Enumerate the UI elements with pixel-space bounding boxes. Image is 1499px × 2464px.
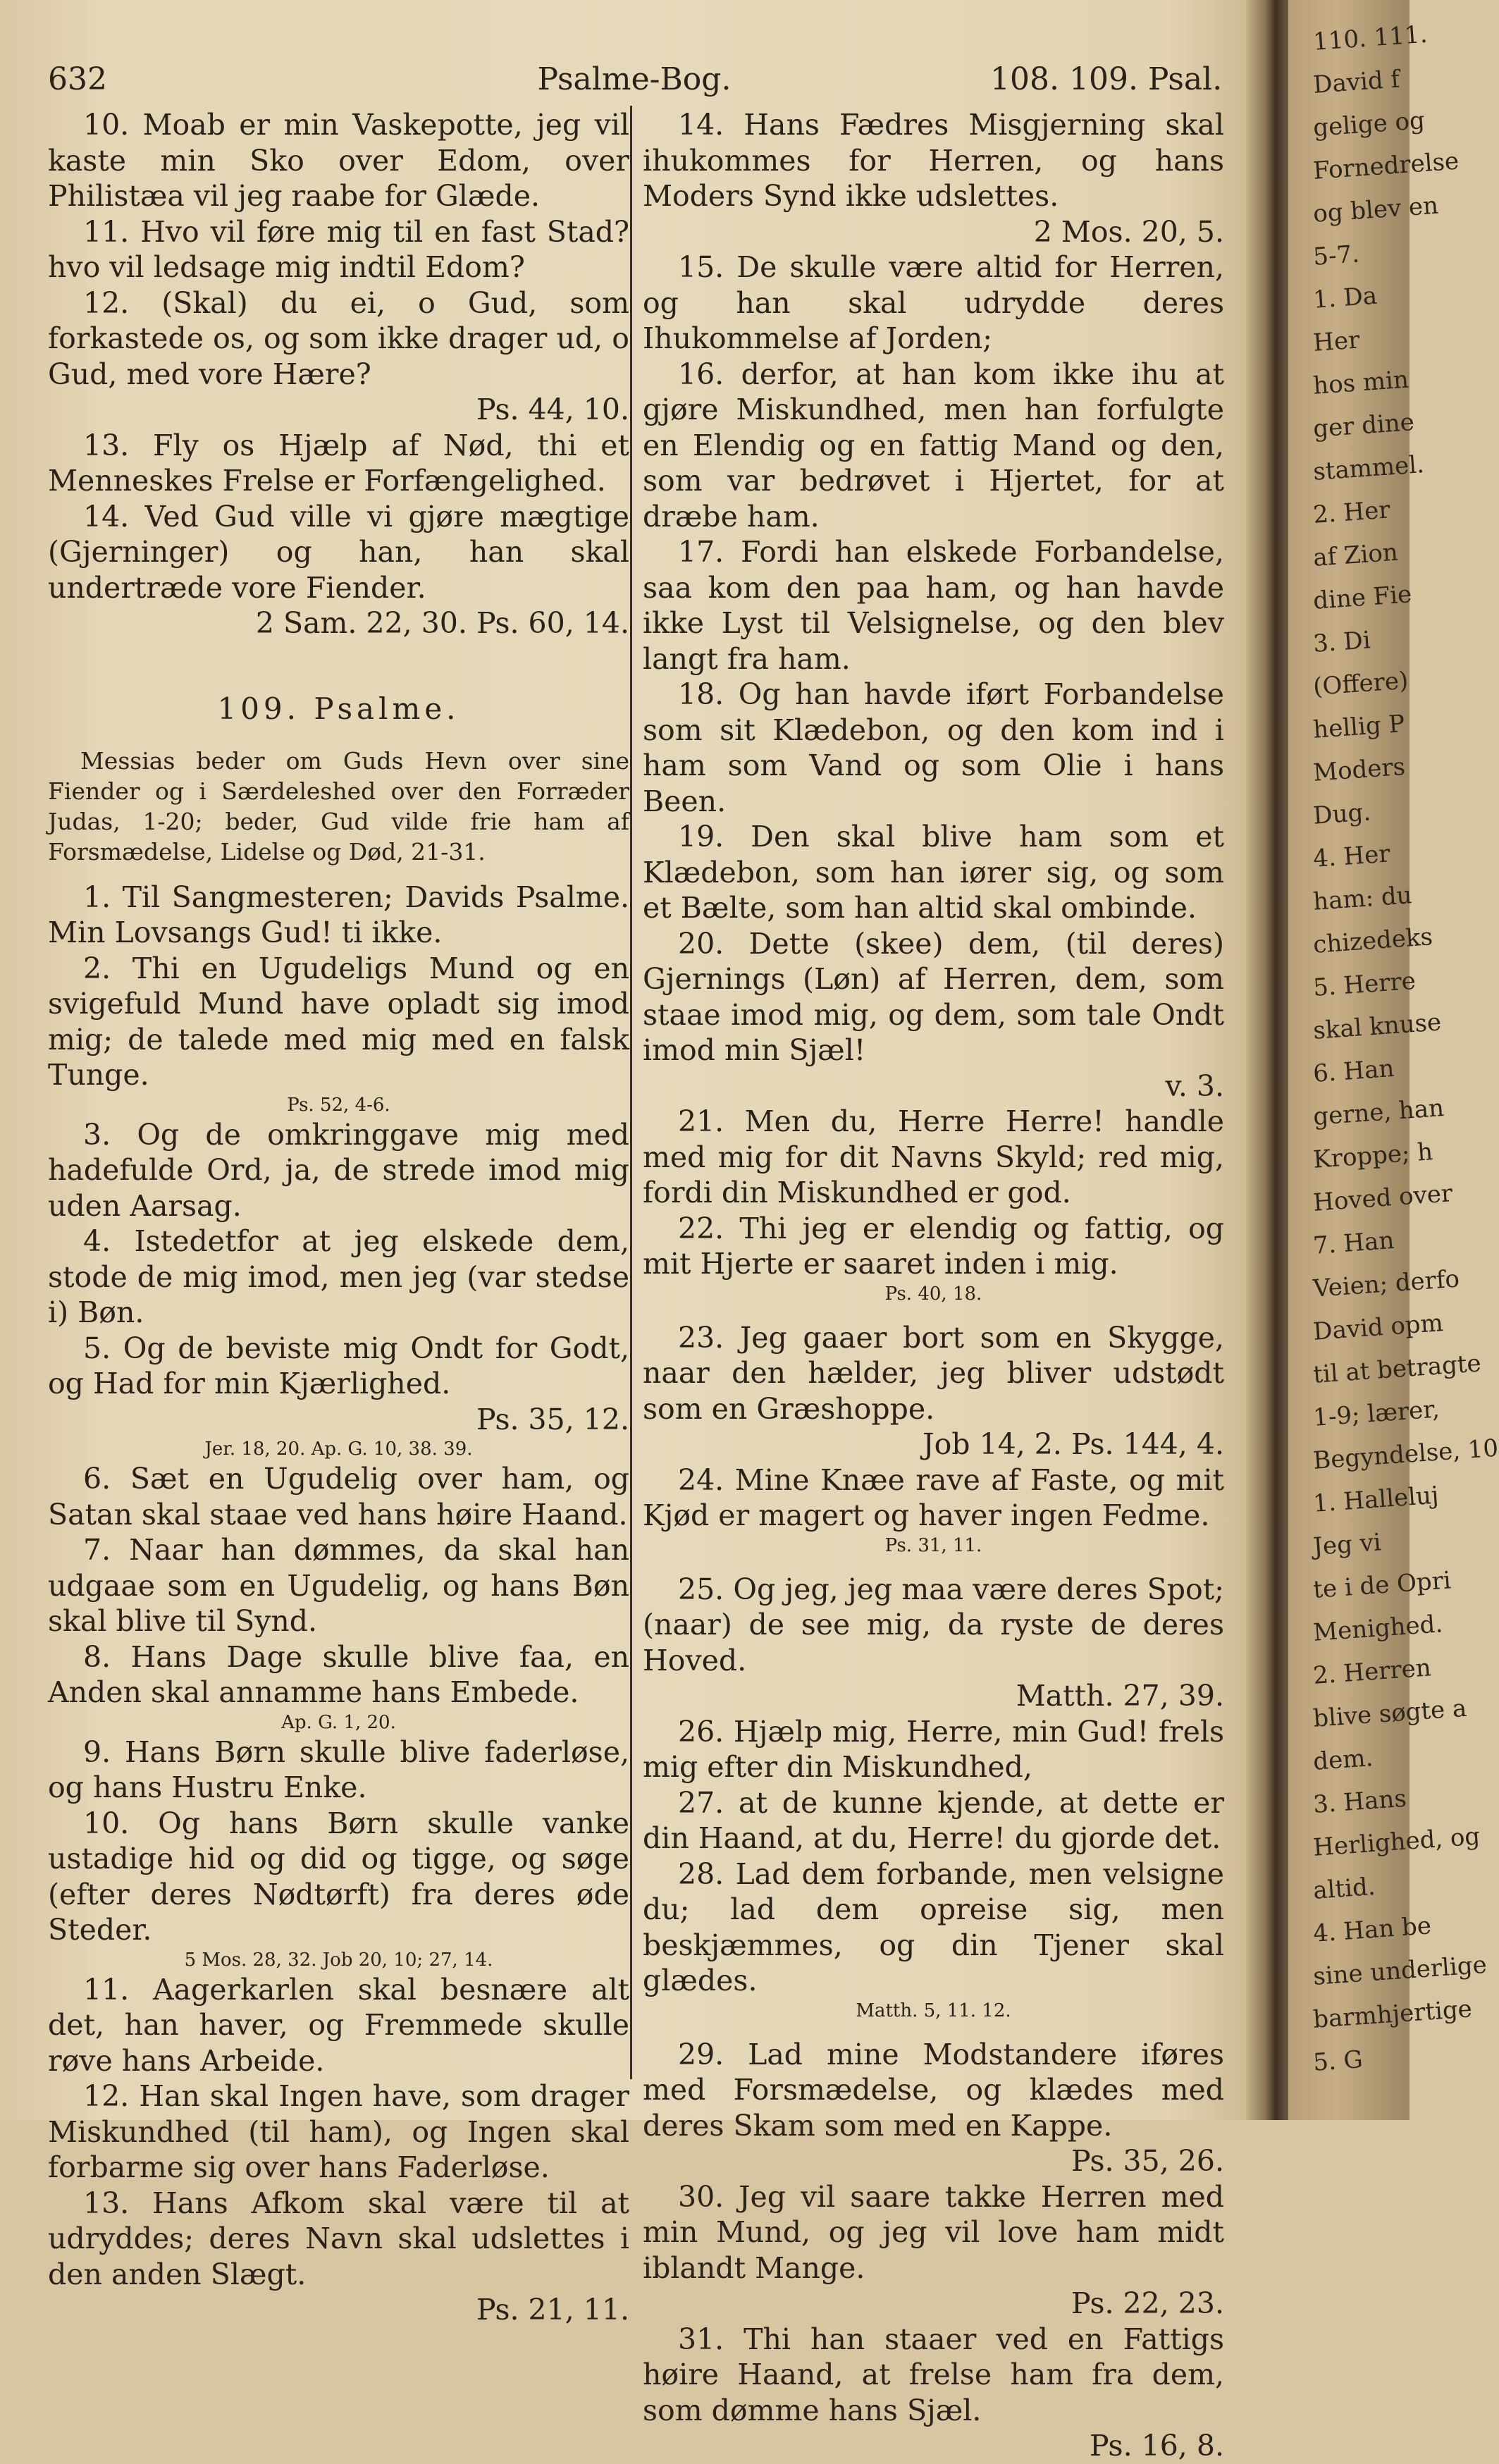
verse-text: 20. Dette (skee) dem, (til deres) Gjernings (Løn) af Herren, dem, som staae imod mig, og dem, som tale Ondt imod min Sjæl! — [643, 926, 1224, 1067]
facing-page-fragment: 5. G — [1312, 2045, 1364, 2077]
cross-reference: Ps. 35, 26. — [1071, 2144, 1224, 2178]
facing-page-fragment: David f — [1312, 65, 1401, 99]
verse: 13. Fly os Hjælp af Nød, thi et Menneskes Frelse er Forfængelighed. — [48, 428, 629, 498]
verse: 9. Hans Børn skulle blive faderløse, og hans Hustru Enke. — [48, 1735, 629, 1804]
facing-page-fragment: 1. Halleluj — [1312, 1481, 1440, 1518]
verse — [48, 285, 629, 428]
cross-reference: Ps. 40, 18. — [884, 1283, 982, 1305]
spacer — [643, 2023, 1224, 2037]
cross-reference: Matth. 5, 11. 12. — [856, 2000, 1011, 2021]
verse: 15. De skulle være altid for Herren, og han skal udrydde deres Ihukommelse af Jorden; — [643, 250, 1224, 355]
facing-page-fragment: sine underlige — [1312, 1950, 1488, 1991]
facing-page-fragment: 6. Han — [1312, 1054, 1395, 1088]
verse: 19. Den skal blive ham som et Klædebon, som han iører sig, og som et Bælte, som han altid skal ombinde. — [643, 820, 1224, 925]
facing-page-fragment: te i de Opri — [1312, 1566, 1452, 1604]
verse — [643, 926, 1224, 1104]
facing-page-fragment: David opm — [1312, 1309, 1445, 1346]
facing-page-fragment: chizedeks — [1312, 923, 1434, 959]
verse-text: 25. Og jeg, jeg maa være deres Spot; (naar) de see mig, da ryste de deres Hoved. — [643, 1572, 1224, 1677]
facing-page-fragment: 4. Han be — [1312, 1911, 1433, 1948]
verse: 12. Han skal Ingen have, som drager Miskundhed (til ham), og Ingen skal forbarme sig over hans Faderløse. — [48, 2079, 629, 2184]
facing-page-fragment: gelige og — [1312, 106, 1426, 142]
facing-page-fragment: barmhjertige — [1312, 1995, 1474, 2034]
verse-text: 14. Ved Gud ville vi gjøre mægtige (Gjerninger) og han, han skal undertræde vore Fiender. — [48, 499, 629, 605]
cross-reference: Ps. 21, 11. — [476, 2293, 629, 2327]
cross-reference: 2 Sam. 22, 30. Ps. 60, 14. — [255, 606, 629, 640]
verse-text: 13. Hans Afkom skal være til at udryddes; deres Navn skal udslettes i den anden Slægt. — [48, 2186, 629, 2291]
facing-page-fragment: Fornedrelse — [1312, 147, 1460, 185]
cross-reference: Job 14, 2. Ps. 144, 4. — [923, 1427, 1224, 1461]
psalm-summary: Messias beder om Guds Hevn over sine Fiender og i Særdeleshed over den Forræder Judas, 1-20; beder, Gud vilde frie ham af Forsmædelse, Lidelse og Død, 21-31. — [48, 746, 629, 866]
facing-page-fragment: blive søgte a — [1312, 1694, 1468, 1733]
cross-reference: Ps. 35, 12. — [476, 1402, 629, 1436]
verse: 28. Lad dem forbande, men velsigne du; lad dem opreise sig, men beskjæmmes, og din Tjener skal glædes. — [643, 1856, 1224, 1997]
right-column — [643, 107, 1224, 2464]
facing-page-fragment: af Zion — [1312, 538, 1400, 572]
facing-page-fragment: Menighed. — [1312, 1610, 1444, 1647]
verse: 21. Men du, Herre Herre! handle med mig for dit Navns Skyld; red mig, fordi din Miskundhed er god. — [643, 1104, 1224, 1209]
verse: 27. at de kunne kjende, at dette er din Haand, at du, Herre! du gjorde det. — [643, 1785, 1224, 1855]
verse: 17. Fordi han elskede Forbandelse, saa kom den paa ham, og han havde ikke Lyst til Velsignelse, og den blev langt fra ham. — [643, 535, 1224, 676]
left-column — [48, 107, 629, 2328]
cross-reference: Ps. 31, 11. — [884, 1534, 982, 1556]
facing-page-fragment: Veien; derfo — [1312, 1264, 1461, 1303]
verse: 7. Naar han dømmes, da skal han udgaae som en Ugudelig, og hans Bøn skal blive til Synd. — [48, 1533, 629, 1638]
facing-page-fragment: til at betragte — [1312, 1349, 1482, 1389]
verse: 8. Hans Dage skulle blive faa, en Anden skal annamme hans Embede. — [48, 1639, 629, 1709]
facing-page-fragment: dine Fie — [1312, 580, 1413, 615]
facing-page-fragment: ger dine — [1312, 407, 1416, 443]
facing-page-fragment: 4. Her — [1312, 839, 1391, 873]
verse-text: 29. Lad mine Modstandere iføres med Forsmædelse, og klædes med deres Skam som med en Kappe. — [643, 2037, 1224, 2143]
verse: 6. Sæt en Ugudelig over ham, og Satan skal staae ved hans høire Haand. — [48, 1462, 629, 1532]
facing-page-fragment: Jeg vi — [1312, 1528, 1382, 1561]
verse: 26. Hjælp mig, Herre, min Gud! frels mig efter din Miskundhed, — [643, 1714, 1224, 1784]
verse: 2. Thi en Ugudeligs Mund og en svigefuld Mund have opladt sig imod mig; de talede med mig med en falsk Tunge. — [48, 951, 629, 1092]
facing-page-fragment: 7. Han — [1312, 1226, 1395, 1260]
verse: 3. Og de omkringgave mig med hadefulde Ord, ja, de strede imod mig uden Aarsag. — [48, 1117, 629, 1223]
facing-page-fragment: 110. 111. — [1312, 20, 1429, 56]
cross-reference: 5 Mos. 28, 32. Job 20, 10; 27, 14. — [184, 1949, 493, 1971]
facing-page-fragment: dem. — [1312, 1744, 1374, 1776]
cross-reference: Ps. 16, 8. — [1090, 2429, 1224, 2463]
verse — [643, 2179, 1224, 2322]
facing-page-fragment: Moders — [1312, 752, 1407, 787]
facing-page-fragment: gerne, han — [1312, 1094, 1445, 1131]
verse — [643, 107, 1224, 250]
spacer — [643, 1306, 1224, 1320]
verse: 1. Til Sangmesteren; Davids Psalme. Min Lovsangs Gud! ti ikke. — [48, 880, 629, 949]
facing-page-fragment: (Offere) — [1312, 666, 1409, 701]
facing-page-fragment: ham: du — [1312, 881, 1413, 916]
facing-page-fragment: Begyndelse, 10 — [1312, 1434, 1499, 1475]
verse — [48, 2186, 629, 2328]
facing-page-fragment: stammel. — [1312, 450, 1426, 486]
verse: 22. Thi jeg er elendig og fattig, og mit Hjerte er saaret inden i mig. — [643, 1211, 1224, 1281]
facing-page-fragment: altid. — [1312, 1872, 1376, 1905]
chapter-range: 108. 109. Psal. — [990, 61, 1223, 97]
verse — [48, 499, 629, 641]
verse: 11. Hvo vil føre mig til en fast Stad? hvo vil ledsage mig indtil Edom? — [48, 214, 629, 284]
verse-text: 30. Jeg vil saare takke Herren med min Mund, og jeg vil love ham midt iblandt Mange. — [643, 2179, 1224, 2285]
verse-text: 5. Og de beviste mig Ondt for Godt, og Had for min Kjærlighed. — [48, 1331, 629, 1400]
cross-reference: Ap. G. 1, 20. — [281, 1711, 396, 1733]
verse-text: 14. Hans Fædres Misgjerning skal ihukommes for Herren, og hans Moders Synd ikke udslettes. — [643, 108, 1224, 213]
facing-page-fragment: skal knuse — [1312, 1008, 1443, 1045]
verse-text: 12. (Skal) du ei, o Gud, som forkastede os, og som ikke drager ud, o Gud, med vore Hære? — [48, 285, 629, 391]
facing-page-fragment: 2. Her — [1312, 495, 1391, 529]
cross-reference: v. 3. — [1165, 1068, 1224, 1103]
cross-reference: Ps. 52, 4-6. — [287, 1094, 390, 1116]
verse — [643, 1572, 1224, 1714]
cross-reference: Matth. 27, 39. — [1016, 1679, 1224, 1713]
facing-page-fragment: hos min — [1312, 365, 1410, 400]
cross-reference: Jer. 18, 20. Ap. G. 10, 38. 39. — [204, 1439, 473, 1460]
page-number: 632 — [48, 61, 107, 97]
verse: 10. Moab er min Vaskepotte, jeg vil kaste min Sko over Edom, over Philistæa vil jeg raabe for Glæde. — [48, 108, 629, 213]
facing-page-fragment: Kroppe; h — [1312, 1138, 1434, 1174]
verse: 16. derfor, at han kom ikke ihu at gjøre Miskundhed, men han forfulgte en Elendig og en fattig Mand og den, som var bedrøvet i Hjertet, for at dræbe ham. — [643, 357, 1224, 534]
spacer — [643, 1558, 1224, 1572]
verse-text: 23. Jeg gaaer bort som en Skygge, naar den hælder, jeg bliver udstødt som en Græshoppe. — [643, 1320, 1224, 1426]
cross-reference: Ps. 22, 23. — [1071, 2286, 1224, 2320]
facing-page-fragment: 5-7. — [1312, 240, 1361, 271]
cross-reference: Ps. 44, 10. — [476, 393, 629, 426]
psalm-title: 109. Psalme. — [217, 691, 460, 726]
facing-page-fragment: 1. Da — [1312, 281, 1378, 314]
facing-page-fragment: 3. Di — [1312, 626, 1371, 658]
cross-reference: 2 Mos. 20, 5. — [1033, 214, 1224, 249]
facing-page-fragment: Her — [1312, 326, 1361, 357]
facing-page-fragment: Hoved over — [1312, 1179, 1454, 1217]
book-spine-gutter — [1246, 0, 1288, 2120]
facing-page-fragment: og blev en — [1312, 191, 1440, 228]
running-title: Psalme-Bog. — [537, 61, 732, 97]
facing-page-fragment: 3. Hans — [1312, 1784, 1407, 1819]
verse — [643, 2322, 1224, 2464]
verse: 11. Aagerkarlen skal besnære alt det, han haver, og Fremmede skulle røve hans Arbeide. — [48, 1972, 629, 2078]
facing-page-fragment: 2. Herren — [1312, 1653, 1432, 1690]
column-divider — [630, 106, 632, 2079]
verse — [48, 1331, 629, 1438]
verse — [643, 1320, 1224, 1462]
facing-page-fragment: Herlighed, og — [1312, 1822, 1481, 1862]
verse: 4. Istedetfor at jeg elskede dem, stode de mig imod, men jeg (var stedse i) Bøn. — [48, 1224, 629, 1329]
facing-page-fragment: 5. Herre — [1312, 966, 1417, 1002]
facing-page-fragment: Dug. — [1312, 798, 1372, 830]
verse — [643, 2037, 1224, 2179]
facing-page-edge — [1288, 0, 1499, 2120]
verse-text: 31. Thi han staaer ved en Fattigs høire Haand, at frelse ham fra dem, som dømme hans Sjæl. — [643, 2322, 1224, 2427]
verse: 18. Og han havde iført Forbandelse som sit Klædebon, og den kom ind i ham som Vand og som Olie i hans Been. — [643, 677, 1224, 818]
verse: 24. Mine Knæe rave af Faste, og mit Kjød er magert og haver ingen Fedme. — [643, 1462, 1224, 1532]
verse: 10. Og hans Børn skulle vanke ustadige hid og did og tigge, og søge (efter deres Nødtørft) fra deres øde Steder. — [48, 1806, 629, 1947]
facing-page-fragment: 1-9; lærer, — [1312, 1395, 1441, 1432]
facing-page-fragment: hellig P — [1312, 709, 1406, 744]
